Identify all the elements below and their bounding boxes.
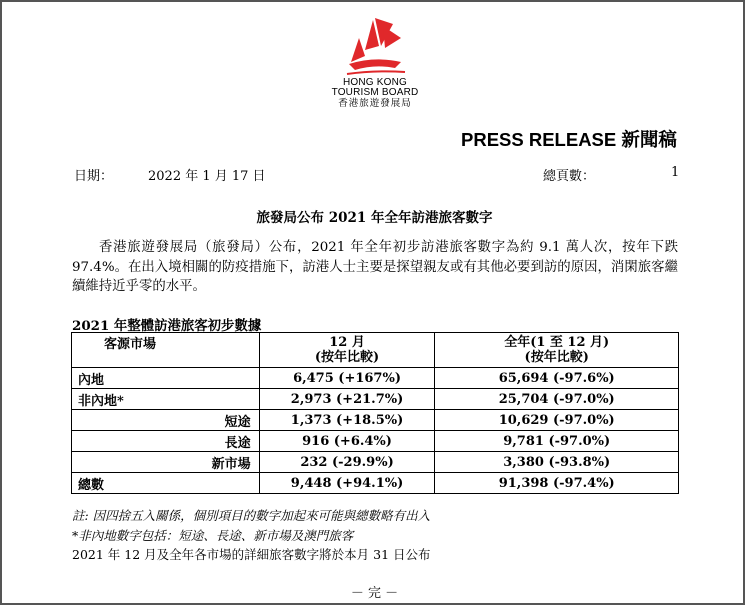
- body-paragraph: 香港旅遊發展局（旅發局）公布，2021 年全年初步訪港旅客數字為約 9.1 萬人次，按年下跌 97.4%。在出入境相關的防疫措施下，訪港人士主要是探望親友或有其他必要到訪的原因，消閑旅客繼續維持近乎零的水平。: [72, 240, 678, 294]
- table-row: [72, 431, 679, 452]
- logo-line-2: TOURISM BOARD: [331, 87, 419, 98]
- row-december: 9,448 (+94.1%): [259, 473, 435, 494]
- row-december: 232 (-29.9%): [259, 452, 435, 473]
- pages-label: 總頁數：: [543, 169, 596, 184]
- row-market: 長途: [72, 431, 260, 452]
- row-december: 6,475 (+167%): [259, 368, 435, 389]
- row-full-year: 9,781 (-97.0%): [435, 431, 679, 452]
- header-full-year: [435, 333, 679, 368]
- note-non-mainland: *非內地數字包括：短途、長途、新市場及澳門旅客: [72, 527, 354, 543]
- table-row: [72, 368, 679, 389]
- hktb-logo: [320, 16, 430, 109]
- pages-value: 1: [671, 165, 680, 180]
- row-full-year: 25,704 (-97.0%): [435, 389, 679, 410]
- header-december-line1: 12 月: [329, 335, 365, 350]
- row-full-year: 91,398 (-97.4%): [435, 473, 679, 494]
- row-full-year: 3,380 (-93.8%): [435, 452, 679, 473]
- press-release-heading: [461, 126, 677, 152]
- table-row: [72, 410, 679, 431]
- row-december: 916 (+6.4%): [259, 431, 435, 452]
- notes-section: [72, 506, 431, 565]
- date-label: 日期：: [74, 169, 114, 184]
- row-full-year: 10,629 (-97.0%): [435, 410, 679, 431]
- header-full-year-line1: 全年(1 至 12 月): [504, 335, 610, 350]
- logo-line-1: HONG KONG: [342, 77, 408, 88]
- row-market: 短途: [72, 410, 260, 431]
- header-december-line2: (按年比較): [314, 350, 380, 365]
- row-market: 非內地*: [72, 389, 260, 410]
- arrivals-table: [71, 332, 679, 494]
- junk-boat-icon: [335, 16, 415, 78]
- header-full-year-line2: (按年比較): [524, 350, 589, 365]
- release-title: 旅發局公布 2021 年全年訪港旅客數字: [256, 210, 493, 226]
- note-rounding: 註: 因四捨五入關係，個別項目的數字加起來可能與總數略有出入: [72, 508, 431, 523]
- row-december: 1,373 (+18.5%): [259, 410, 435, 431]
- row-full-year: 65,694 (-97.6%): [435, 368, 679, 389]
- header-december: [259, 333, 435, 368]
- header-market: 客源市場: [72, 333, 260, 368]
- press-release-zh: 新聞稿: [621, 130, 677, 151]
- table-row: [72, 452, 679, 473]
- row-december: 2,973 (+21.7%): [259, 389, 435, 410]
- end-mark: － 完 －: [350, 586, 399, 601]
- date-value: 2022 年 1 月 17 日: [148, 169, 266, 184]
- table-row-total: [72, 473, 679, 494]
- table-row: [72, 389, 679, 410]
- row-market: 內地: [72, 368, 260, 389]
- press-release-en: PRESS RELEASE: [461, 129, 617, 150]
- table-caption: 2021 年整體訪港旅客初步數據: [72, 318, 262, 334]
- logo-line-3: 香港旅遊發展局: [338, 98, 412, 109]
- row-market: 總數: [72, 473, 260, 494]
- note-publication: 2021 年 12 月及全年各市場的詳細旅客數字將於本月 31 日公布: [72, 547, 431, 562]
- row-market: 新市場: [72, 452, 260, 473]
- table-header-row: [72, 333, 679, 368]
